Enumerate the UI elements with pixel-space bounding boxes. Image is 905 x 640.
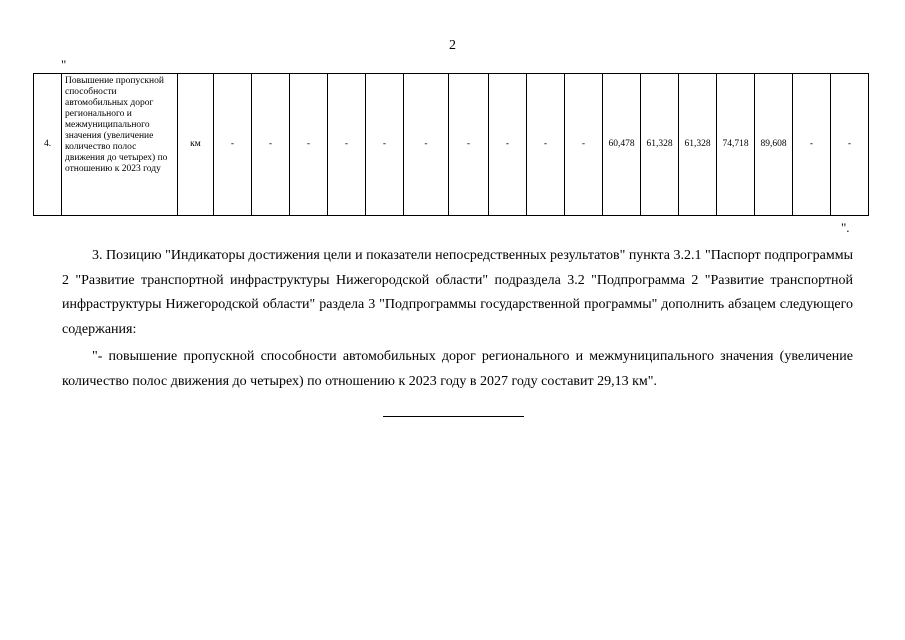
value-cell: - [565, 74, 603, 216]
value-cell: 61,328 [679, 74, 717, 216]
value-cell: 89,608 [755, 74, 793, 216]
amendment-paragraph: 3. Позицию "Индикаторы достижения цели и показатели непосредственных результатов" пункта 3.2.1 "Паспорт подпрограммы 2 "Развитие транспортной инфраструктуры Нижегородской области" подраздела 3.2 "Подпрограмма 2 "Развитие транспортной инфраструктуры Нижегородской области" раздела 3 "Подпрограммы государственной программы" дополнить абзацем следующего содержания: [62, 248, 853, 337]
separator-line [383, 416, 524, 417]
value-cell: 60,478 [603, 74, 641, 216]
table-row [34, 74, 869, 216]
value-cell: - [527, 74, 565, 216]
value-cell: 74,718 [717, 74, 755, 216]
inserted-text-paragraph: "- повышение пропускной способности автомобильных дорог регионального и межмуниципального значения (увеличение количество полос движения до четырех) по отношению к 2023 году в 2027 году составит 29,13 км". [62, 349, 853, 389]
value-cell: - [328, 74, 366, 216]
closing-quote: ". [841, 220, 850, 235]
value-cell: - [290, 74, 328, 216]
value-cell: - [214, 74, 252, 216]
value-cell: - [793, 74, 831, 216]
unit-cell: км [178, 74, 214, 216]
value-cell: - [404, 74, 449, 216]
value-cell: - [252, 74, 290, 216]
value-cell: - [831, 74, 869, 216]
page-number: 2 [449, 38, 456, 53]
description-cell: Повышение пропускной способности автомобильных дорог регионального и межмуниципального значения (увеличение количество полос движения до четырех) по отношению к 2023 году [62, 74, 178, 216]
opening-quote: " [61, 57, 67, 72]
indicator-table [33, 73, 869, 216]
value-cell: 61,328 [641, 74, 679, 216]
value-cell: - [449, 74, 489, 216]
value-cell: - [489, 74, 527, 216]
row-number-cell: 4. [34, 74, 62, 216]
value-cell: - [366, 74, 404, 216]
